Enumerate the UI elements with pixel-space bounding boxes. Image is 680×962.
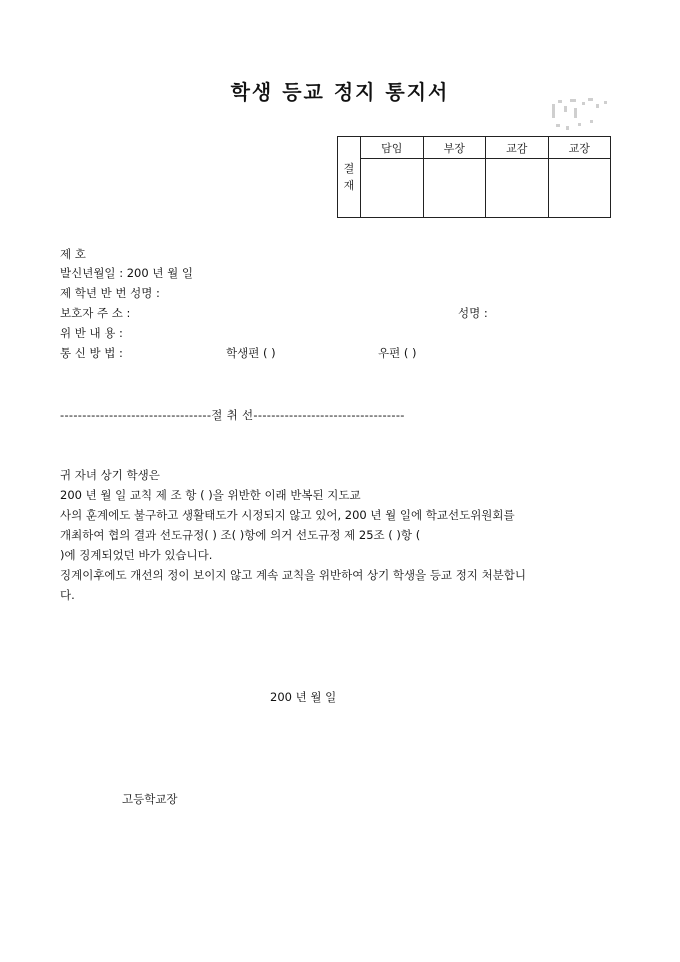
approval-side-label-top: 결 — [343, 162, 355, 175]
approval-side-label — [338, 137, 361, 218]
body-line-6: 징계이후에도 개선의 정이 보이지 않고 계속 교칙을 위반하여 상기 학생을 등교 정지 처분합니 — [60, 568, 527, 582]
approval-col-department-head: 부장 — [423, 137, 486, 159]
body-line-4: 개최하여 협의 결과 선도규정( ) 조( )항에 의거 선도규정 제 25조 ( )항 ( — [60, 528, 421, 542]
approval-col-vice-principal: 교감 — [486, 137, 549, 159]
approval-col-homeroom: 담임 — [361, 137, 424, 159]
document-number: 제 호 — [60, 247, 86, 261]
approval-sign-box-vice-principal — [486, 159, 549, 218]
footer-signer: 고등학교장 — [122, 792, 178, 806]
footer-date: 200 년 월 일 — [270, 690, 337, 704]
approval-col-principal: 교장 — [548, 137, 611, 159]
approval-sign-box-homeroom — [361, 159, 424, 218]
body-line-3: 사의 훈계에도 불구하고 생활태도가 시정되지 않고 있어, 200 년 월 일에 학교선도위원회를 — [60, 508, 515, 522]
approval-sign-box-principal — [548, 159, 611, 218]
contact-method: 통 신 방 법 : — [60, 346, 123, 360]
body-line-2: 200 년 월 일 교칙 제 조 항 ( )을 위반한 이래 반복된 지도교 — [60, 488, 361, 502]
document-title: 학생 등교 정지 통지서 — [230, 80, 450, 104]
issue-date: 발신년월일 : 200 년 월 일 — [60, 266, 193, 280]
approval-table — [337, 136, 611, 218]
body-line-7: 다. — [60, 588, 75, 602]
contact-mail-option: 우편 ( ) — [378, 346, 417, 360]
student-info: 제 학년 반 번 성명 : — [60, 286, 160, 300]
contact-student-option: 학생편 ( ) — [226, 346, 276, 360]
body-line-5: )에 징계되었던 바가 있습니다. — [60, 548, 213, 562]
stamp-mark — [544, 96, 614, 136]
guardian-address: 보호자 주 소 : — [60, 306, 131, 320]
body-line-1: 귀 자녀 상기 학생은 — [60, 468, 160, 482]
cut-line: ----------------------------------절 취 선---------------------------------- — [60, 408, 405, 422]
violation-content: 위 반 내 용 : — [60, 326, 123, 340]
guardian-name: 성명 : — [458, 306, 488, 320]
approval-side-label-bottom: 재 — [343, 179, 355, 192]
approval-sign-box-department-head — [423, 159, 486, 218]
